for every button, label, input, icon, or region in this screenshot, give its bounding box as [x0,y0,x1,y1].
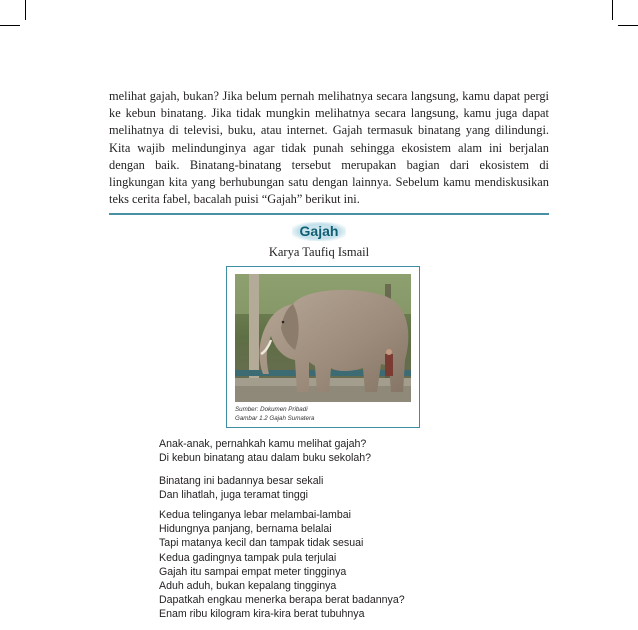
poem-line: Kedua telinganya lebar melambai-lambai [159,509,351,521]
crop-mark [0,25,20,26]
poem-line: Dapatkah engkau menerka berapa berat badannya? [159,594,405,607]
intro-paragraph: melihat gajah, bukan? Jika belum pernah melihatnya secara langsung, kamu dapat pergi ke kebun binatang. Jika tidak mungkin melihatnya secara langsung, kamu juga dapat melihatnya di televisi, buku, atau internet. Gajah termasuk binatang yang dilindungi. Kita wajib melindunginya agar tidak punah sehingga ekosistem alam ini berjalan dengan baik. Binatang-binatang tersebut merupakan bagian dari ekosistem di lingkungan kita yang berhubungan satu dengan lainnya. Sebelum kamu mendiskusikan teks cerita fabel, bacalah puisi “Gajah” berikut ini. [109,89,549,207]
figure-source: Sumber: Dokumen Pribadi [235,406,308,413]
poem-line: Gajah itu sampai empat meter tingginya [159,565,347,578]
elephant-photo [235,274,411,402]
crop-mark [25,0,26,20]
poem-stanza-2 [159,474,323,502]
poem-line: Dan lihatlah, juga teramat tinggi [159,489,308,502]
poem-author: Karya Taufiq Ismail [268,245,370,259]
poem-line: Kedua gadingnya tampak pula terjulai [159,551,337,564]
poem-line: Aduh aduh, bukan kepalang tingginya [159,580,337,593]
poem-line: Enam ribu kilogram kira-kira berat tubuhnya [159,608,365,621]
poem-line: Di kebun binatang atau dalam buku sekolah? [159,452,372,465]
poem-stanza-1 [159,437,371,465]
poem-line: Tapi matanya kecil dan tampak tidak sesuai [159,537,364,550]
elephant-figure [226,266,420,428]
poem-line: Binatang ini badannya besar sekali [159,475,324,487]
poem-title: Gajah [292,222,347,241]
crop-mark [612,0,613,20]
figure-caption: Gambar 1.2 Gajah Sumatera [235,415,315,422]
poem-stanza-3 [159,508,405,622]
poem-title-wrap [0,222,638,241]
poem-line: Hidungnya panjang, bernama belalai [159,523,332,536]
section-divider [109,213,549,215]
poem-line: Anak-anak, pernahkah kamu melihat gajah? [159,438,367,450]
crop-mark [618,25,638,26]
